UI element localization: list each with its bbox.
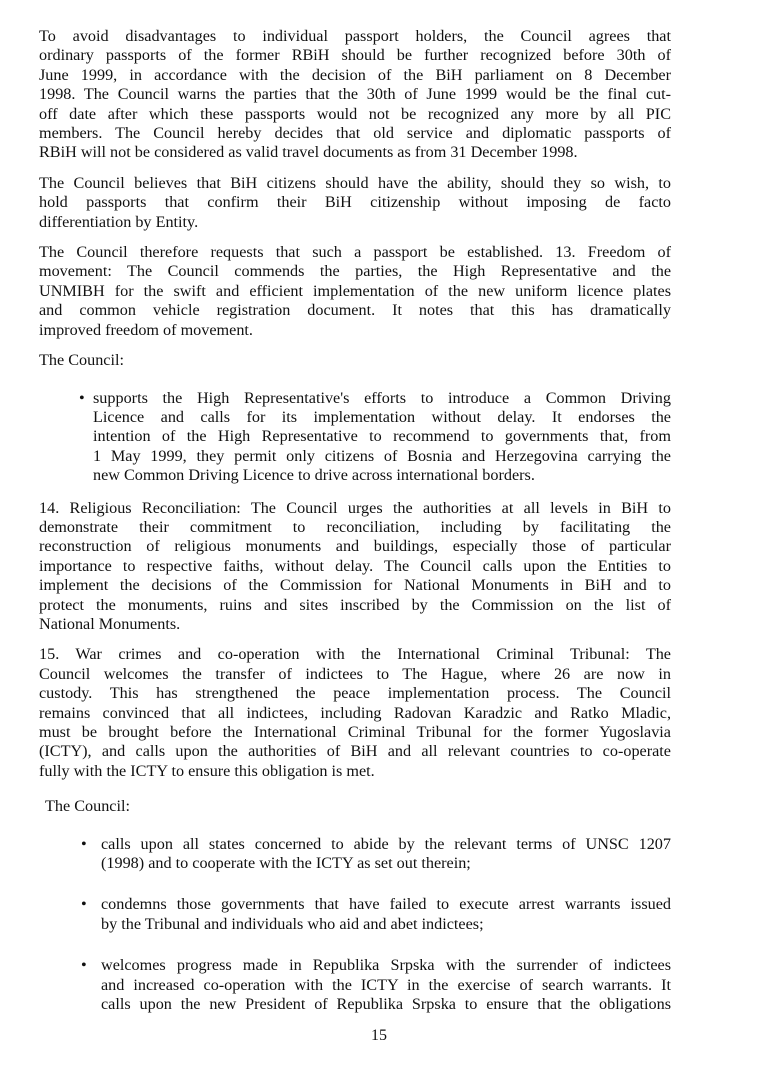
text-line: (1998) and to cooperate with the ICTY as set out therein; (101, 854, 471, 873)
paragraph-citizenship (39, 174, 671, 232)
text-line: and increased co-operation with the ICTY in the exercise of search warrants. It (101, 975, 671, 994)
text-line: ordinary passports of the former RBiH should be further recognized before 30th of (39, 46, 671, 65)
text-line: supports the High Representative's efforts to introduce a Common Driving (93, 388, 671, 407)
bullet-item (39, 389, 671, 486)
text-line: movement: The Council commends the parties, the High Representative and the (39, 262, 671, 281)
bullet-item (39, 835, 671, 874)
text-line: demonstrate their commitment to reconciliation, including by facilitating the (39, 517, 671, 536)
text-line: 1998. The Council warns the parties that the 30th of June 1999 would be the final cut- (39, 85, 671, 104)
text-line: June 1999, in accordance with the decision of the BiH parliament on 8 December (39, 65, 671, 84)
text-line: RBiH will not be considered as valid travel documents as from 31 December 1998. (39, 143, 578, 162)
text-line: 1 May 1999, they permit only citizens of Bosnia and Herzegovina carrying the (93, 446, 671, 465)
text-line: Licence and calls for its implementation without delay. It endorses the (93, 407, 671, 426)
text-line: (ICTY), and calls upon the authorities of BiH and all relevant countries to co-operate (39, 742, 671, 761)
bullet-list-icty (39, 835, 671, 1015)
bullet-icon: • (81, 956, 87, 975)
paragraph-religious-reconciliation (39, 499, 671, 635)
bullet-icon: • (81, 834, 87, 853)
text-line: and common vehicle registration document. It notes that this has dramatically (39, 301, 671, 320)
text-line: National Monuments. (39, 614, 181, 633)
text-line: custody. This has strengthened the peace implementation process. The Council (39, 684, 671, 703)
text-line: The Council therefore requests that such a passport be established. 13. Freedom of (39, 243, 671, 262)
text-line: hold passports that confirm their BiH citizenship without imposing de facto (39, 193, 671, 212)
text-line: intention of the High Representative to recommend to governments that, from (93, 427, 671, 446)
text-line: UNMIBH for the swift and efficient implementation of the new uniform licence plates (39, 281, 671, 300)
text-line: new Common Driving Licence to drive across international borders. (93, 466, 535, 485)
paragraph-war-crimes (39, 645, 671, 781)
text-line: reconstruction of religious monuments and buildings, especially those of particular (39, 537, 671, 556)
text-line: 14. Religious Reconciliation: The Council urges the authorities at all levels in BiH to (39, 498, 671, 517)
text-line: importance to respective faiths, without delay. The Council calls upon the Entities to (39, 556, 671, 575)
text-line: improved freedom of movement. (39, 320, 253, 339)
text-line: 15. War crimes and co-operation with the International Criminal Tribunal: The (39, 645, 671, 664)
text-line: Council welcomes the transfer of indictees to The Hague, where 26 are now in (39, 664, 671, 683)
text-line: by the Tribunal and individuals who aid and abet indictees; (101, 914, 484, 933)
text-line: members. The Council hereby decides that old service and diplomatic passports of (39, 124, 671, 143)
text-line: welcomes progress made in Republika Srpska with the surrender of indictees (101, 956, 671, 975)
document-page (39, 27, 671, 1027)
text-line: calls upon all states concerned to abide by the relevant terms of UNSC 1207 (101, 834, 671, 853)
council-label: The Council: (39, 351, 124, 370)
text-line: condemns those governments that have failed to execute arrest warrants issued (101, 895, 671, 914)
page-number: 15 (371, 1027, 387, 1044)
text-line: protect the monuments, ruins and sites inscribed by the Commission on the list of (39, 595, 671, 614)
text-line: must be brought before the International Criminal Tribunal for the former Yugoslavia (39, 723, 671, 741)
bullet-list-driving-licence (39, 389, 671, 486)
text-line: off date after which these passports would not be recognized any more by all PIC (39, 104, 671, 123)
paragraph-passports (39, 27, 671, 163)
text-line: remains convinced that all indictees, including Radovan Karadzic and Ratko Mladic, (39, 703, 671, 722)
bullet-item (39, 895, 671, 934)
text-line: implement the decisions of the Commission for National Monuments in BiH and to (39, 576, 671, 595)
bullet-icon: • (81, 895, 87, 914)
text-line: calls upon the new President of Republika Srpska to ensure that the obligations (101, 995, 671, 1014)
text-line: differentiation by Entity. (39, 212, 199, 231)
text-line: fully with the ICTY to ensure this obligation is met. (39, 761, 375, 780)
paragraph-freedom-of-movement (39, 243, 671, 340)
bullet-icon: • (79, 388, 85, 407)
bullet-item (39, 956, 671, 1014)
text-line: To avoid disadvantages to individual passport holders, the Council agrees that (39, 27, 671, 45)
council-label: The Council: (45, 797, 130, 816)
text-line: The Council believes that BiH citizens should have the ability, should they so wish, to (39, 173, 671, 192)
